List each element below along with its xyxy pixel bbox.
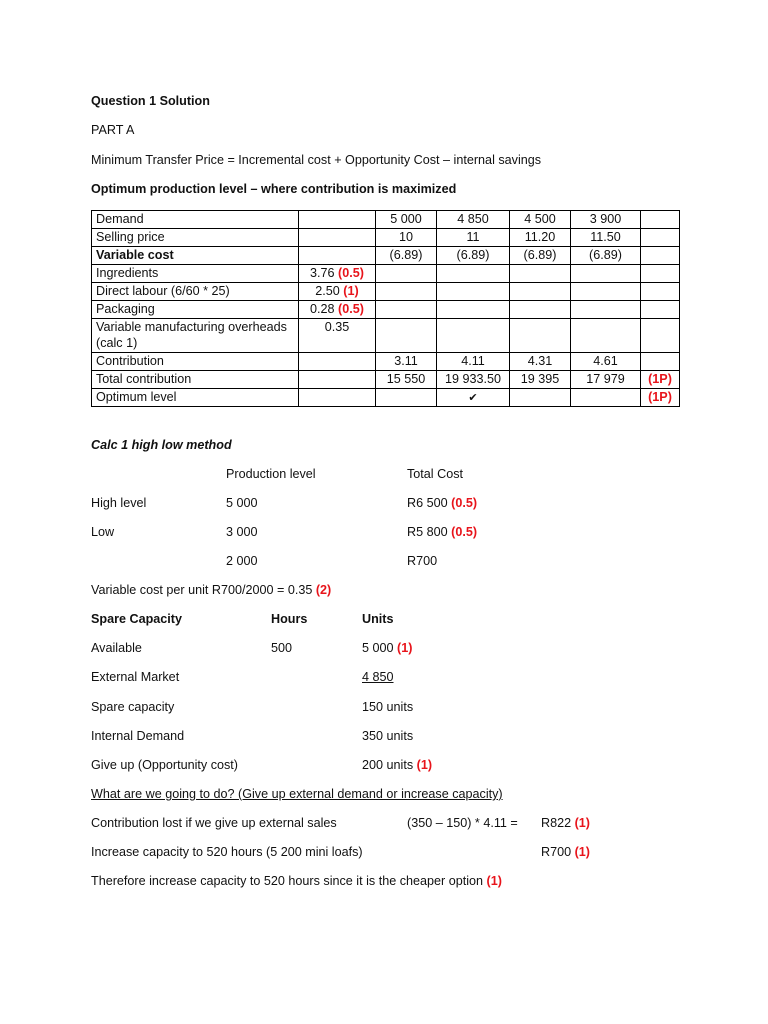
spare-external-label: External Market — [91, 670, 180, 684]
per-unit-value: 0.35 — [324, 320, 350, 334]
table-row — [92, 283, 680, 301]
mark-cell — [641, 247, 680, 265]
row-label: Packaging — [96, 302, 155, 316]
value-cell — [571, 283, 641, 301]
cell-value: 4.31 — [527, 354, 553, 368]
check-icon: ✔ — [468, 392, 478, 404]
part-label: PART A — [91, 123, 135, 137]
calc1-diff-cost: R700 — [407, 554, 438, 568]
per-unit-cell — [299, 247, 376, 265]
per-unit-mark: (0.5) — [338, 302, 364, 316]
calc1-variable-line — [91, 582, 331, 598]
per-unit-cell — [299, 389, 376, 407]
per-unit-cell — [299, 319, 376, 353]
spare-external-units: 4 850 — [362, 670, 394, 684]
mark-cell — [641, 265, 680, 283]
mark-cell — [641, 211, 680, 229]
value-cell — [376, 247, 437, 265]
decision-increase-label: Increase capacity to 520 hours (5 200 mini loafs) — [91, 845, 363, 859]
per-unit-value: 0.28 — [310, 302, 335, 316]
value-cell — [510, 247, 571, 265]
value-cell — [510, 211, 571, 229]
spare-available-mark: (1) — [397, 641, 413, 655]
calc1-variable-mark: (2) — [315, 583, 332, 597]
cell-value: 11 — [466, 230, 480, 244]
cell-value: 10 — [398, 230, 413, 244]
value-cell — [437, 229, 510, 247]
mark-cell — [641, 283, 680, 301]
row-label: Variable cost — [96, 248, 174, 262]
value-cell — [571, 371, 641, 389]
per-unit-cell — [299, 265, 376, 283]
calc1-low-units: 3 000 — [226, 525, 258, 539]
spare-col-hours: Hours — [271, 612, 308, 626]
decision-lost-value: R822 — [541, 816, 572, 830]
decision-lost-mark: (1) — [574, 816, 591, 830]
per-unit-mark: (0.5) — [338, 266, 364, 280]
row-label: Selling price — [96, 230, 165, 244]
mark-cell — [641, 319, 680, 353]
value-cell — [437, 265, 510, 283]
calc1-high-cost-line — [407, 495, 477, 511]
value-cell — [376, 211, 437, 229]
decision-lost-label: Contribution lost if we give up external sales — [91, 816, 337, 830]
value-cell — [510, 389, 571, 407]
per-unit-cell — [299, 371, 376, 389]
calc1-title: Calc 1 high low method — [91, 438, 232, 452]
spare-capacity-units: 150 units — [362, 700, 414, 714]
table-row — [92, 247, 680, 265]
row-label: Ingredients — [96, 266, 159, 280]
decision-lost-calc: (350 – 150) * 4.11 = — [407, 816, 518, 830]
value-cell — [376, 265, 437, 283]
mark-value: (1P) — [648, 390, 672, 404]
row-label: Optimum level — [96, 390, 177, 404]
decision-conclusion-mark: (1) — [486, 874, 502, 888]
calc1-variable-text: Variable cost per unit R700/2000 = 0.35 — [91, 583, 313, 597]
spare-giveup-units: 200 units — [362, 758, 414, 772]
value-cell — [510, 283, 571, 301]
row-label-cont: (calc 1) — [96, 336, 138, 350]
per-unit-cell — [299, 229, 376, 247]
calc1-low-mark: (0.5) — [451, 525, 478, 539]
cell-value: (6.89) — [389, 248, 423, 262]
value-cell — [376, 319, 437, 353]
cell-value: (6.89) — [456, 248, 490, 262]
value-cell — [510, 229, 571, 247]
table-row — [92, 211, 680, 229]
cell-value: 4.11 — [461, 354, 485, 368]
spare-title: Spare Capacity — [91, 612, 182, 626]
value-cell — [510, 319, 571, 353]
per-unit-cell — [299, 283, 376, 301]
row-label: Direct labour (6/60 * 25) — [96, 284, 230, 298]
row-label-cell — [92, 353, 299, 371]
cell-value: 11.20 — [524, 230, 556, 244]
per-unit-cell — [299, 211, 376, 229]
row-label-cell — [92, 301, 299, 319]
row-label-cell — [92, 265, 299, 283]
decision-increase-mark: (1) — [574, 845, 591, 859]
value-cell — [571, 353, 641, 371]
value-cell — [571, 265, 641, 283]
decision-increase-value: R700 — [541, 845, 572, 859]
decision-lost-value-line — [541, 815, 590, 831]
calc1-col-total: Total Cost — [407, 467, 463, 481]
cell-value: 3 900 — [589, 212, 622, 226]
value-cell — [571, 389, 641, 407]
calc1-high-label: High level — [91, 496, 147, 510]
decision-conclusion-line — [91, 873, 502, 889]
per-unit-mark: (1) — [343, 284, 359, 298]
value-cell — [376, 353, 437, 371]
spare-giveup-label: Give up (Opportunity cost) — [91, 758, 238, 772]
mark-cell — [641, 389, 680, 407]
row-label-cell — [92, 211, 299, 229]
cell-value: 17 979 — [586, 372, 625, 386]
value-cell — [376, 283, 437, 301]
value-cell — [376, 389, 437, 407]
spare-giveup-units-line — [362, 757, 432, 773]
spare-available-hours: 500 — [271, 641, 293, 655]
value-cell — [437, 301, 510, 319]
value-cell — [571, 211, 641, 229]
calc1-low-label: Low — [91, 525, 115, 539]
value-cell — [376, 371, 437, 389]
spare-available-units: 5 000 — [362, 641, 394, 655]
row-label: Demand — [96, 212, 144, 226]
per-unit-value: 3.76 — [310, 266, 335, 280]
mark-value: (1P) — [648, 372, 672, 386]
value-cell — [437, 389, 510, 407]
row-label-cell — [92, 247, 299, 265]
row-label: Variable manufacturing overheads — [96, 320, 287, 334]
row-label-cell — [92, 319, 299, 353]
calc1-high-mark: (0.5) — [451, 496, 478, 510]
cell-value: 11.50 — [590, 230, 621, 244]
table-row — [92, 265, 680, 283]
value-cell — [571, 319, 641, 353]
cell-value: 4 500 — [524, 212, 556, 226]
row-label: Total contribution — [96, 372, 192, 386]
spare-internal-units: 350 units — [362, 729, 414, 743]
row-label-cell — [92, 283, 299, 301]
cell-value: 3.11 — [394, 354, 418, 368]
spare-col-units: Units — [362, 612, 394, 626]
value-cell — [510, 301, 571, 319]
value-cell — [571, 247, 641, 265]
mark-cell — [641, 229, 680, 247]
per-unit-value: 2.50 — [315, 284, 340, 298]
page-heading: Question 1 Solution — [91, 94, 210, 108]
row-label-cell — [92, 371, 299, 389]
value-cell — [571, 229, 641, 247]
spare-internal-label: Internal Demand — [91, 729, 185, 743]
cell-value: (6.89) — [523, 248, 557, 262]
decision-increase-value-line — [541, 844, 590, 860]
formula-text: Minimum Transfer Price = Incremental cost + Opportunity Cost – internal savings — [91, 153, 542, 167]
calc1-high-units: 5 000 — [226, 496, 258, 510]
row-label: Contribution — [96, 354, 164, 368]
table-row — [92, 319, 680, 353]
value-cell — [376, 229, 437, 247]
per-unit-cell — [299, 301, 376, 319]
optimum-heading: Optimum production level – where contribution is maximized — [91, 182, 457, 196]
row-label-cell — [92, 229, 299, 247]
decision-question: What are we going to do? (Give up external demand or increase capacity) — [91, 787, 503, 801]
value-cell — [510, 353, 571, 371]
value-cell — [510, 265, 571, 283]
cell-value: 4 850 — [457, 212, 489, 226]
contribution-table — [91, 210, 680, 407]
value-cell — [437, 283, 510, 301]
mark-cell — [641, 301, 680, 319]
value-cell — [437, 371, 510, 389]
spare-giveup-mark: (1) — [416, 758, 433, 772]
value-cell — [437, 247, 510, 265]
calc1-diff-units: 2 000 — [226, 554, 258, 568]
decision-conclusion: Therefore increase capacity to 520 hours since it is the cheaper option — [91, 874, 484, 888]
spare-capacity-label: Spare capacity — [91, 700, 175, 714]
mark-cell — [641, 353, 680, 371]
table-row — [92, 371, 680, 389]
cell-value: 5 000 — [390, 212, 422, 226]
table-row — [92, 389, 680, 407]
table-row — [92, 301, 680, 319]
value-cell — [437, 353, 510, 371]
cell-value: 4.61 — [593, 354, 618, 368]
per-unit-cell — [299, 353, 376, 371]
calc1-low-cost: R5 800 — [407, 525, 448, 539]
cell-value: 19 395 — [520, 372, 560, 386]
row-label-cell — [92, 389, 299, 407]
table-row — [92, 353, 680, 371]
cell-value: (6.89) — [589, 248, 622, 262]
value-cell — [510, 371, 571, 389]
calc1-high-cost: R6 500 — [407, 496, 448, 510]
value-cell — [571, 301, 641, 319]
cell-value: 19 933.50 — [444, 372, 502, 386]
value-cell — [437, 319, 510, 353]
cell-value: 15 550 — [386, 372, 426, 386]
value-cell — [376, 301, 437, 319]
spare-available-label: Available — [91, 641, 142, 655]
value-cell — [437, 211, 510, 229]
table-row — [92, 229, 680, 247]
calc1-col-production: Production level — [226, 467, 316, 481]
mark-cell — [641, 371, 680, 389]
calc1-low-cost-line — [407, 524, 477, 540]
spare-available-units-line — [362, 640, 412, 656]
